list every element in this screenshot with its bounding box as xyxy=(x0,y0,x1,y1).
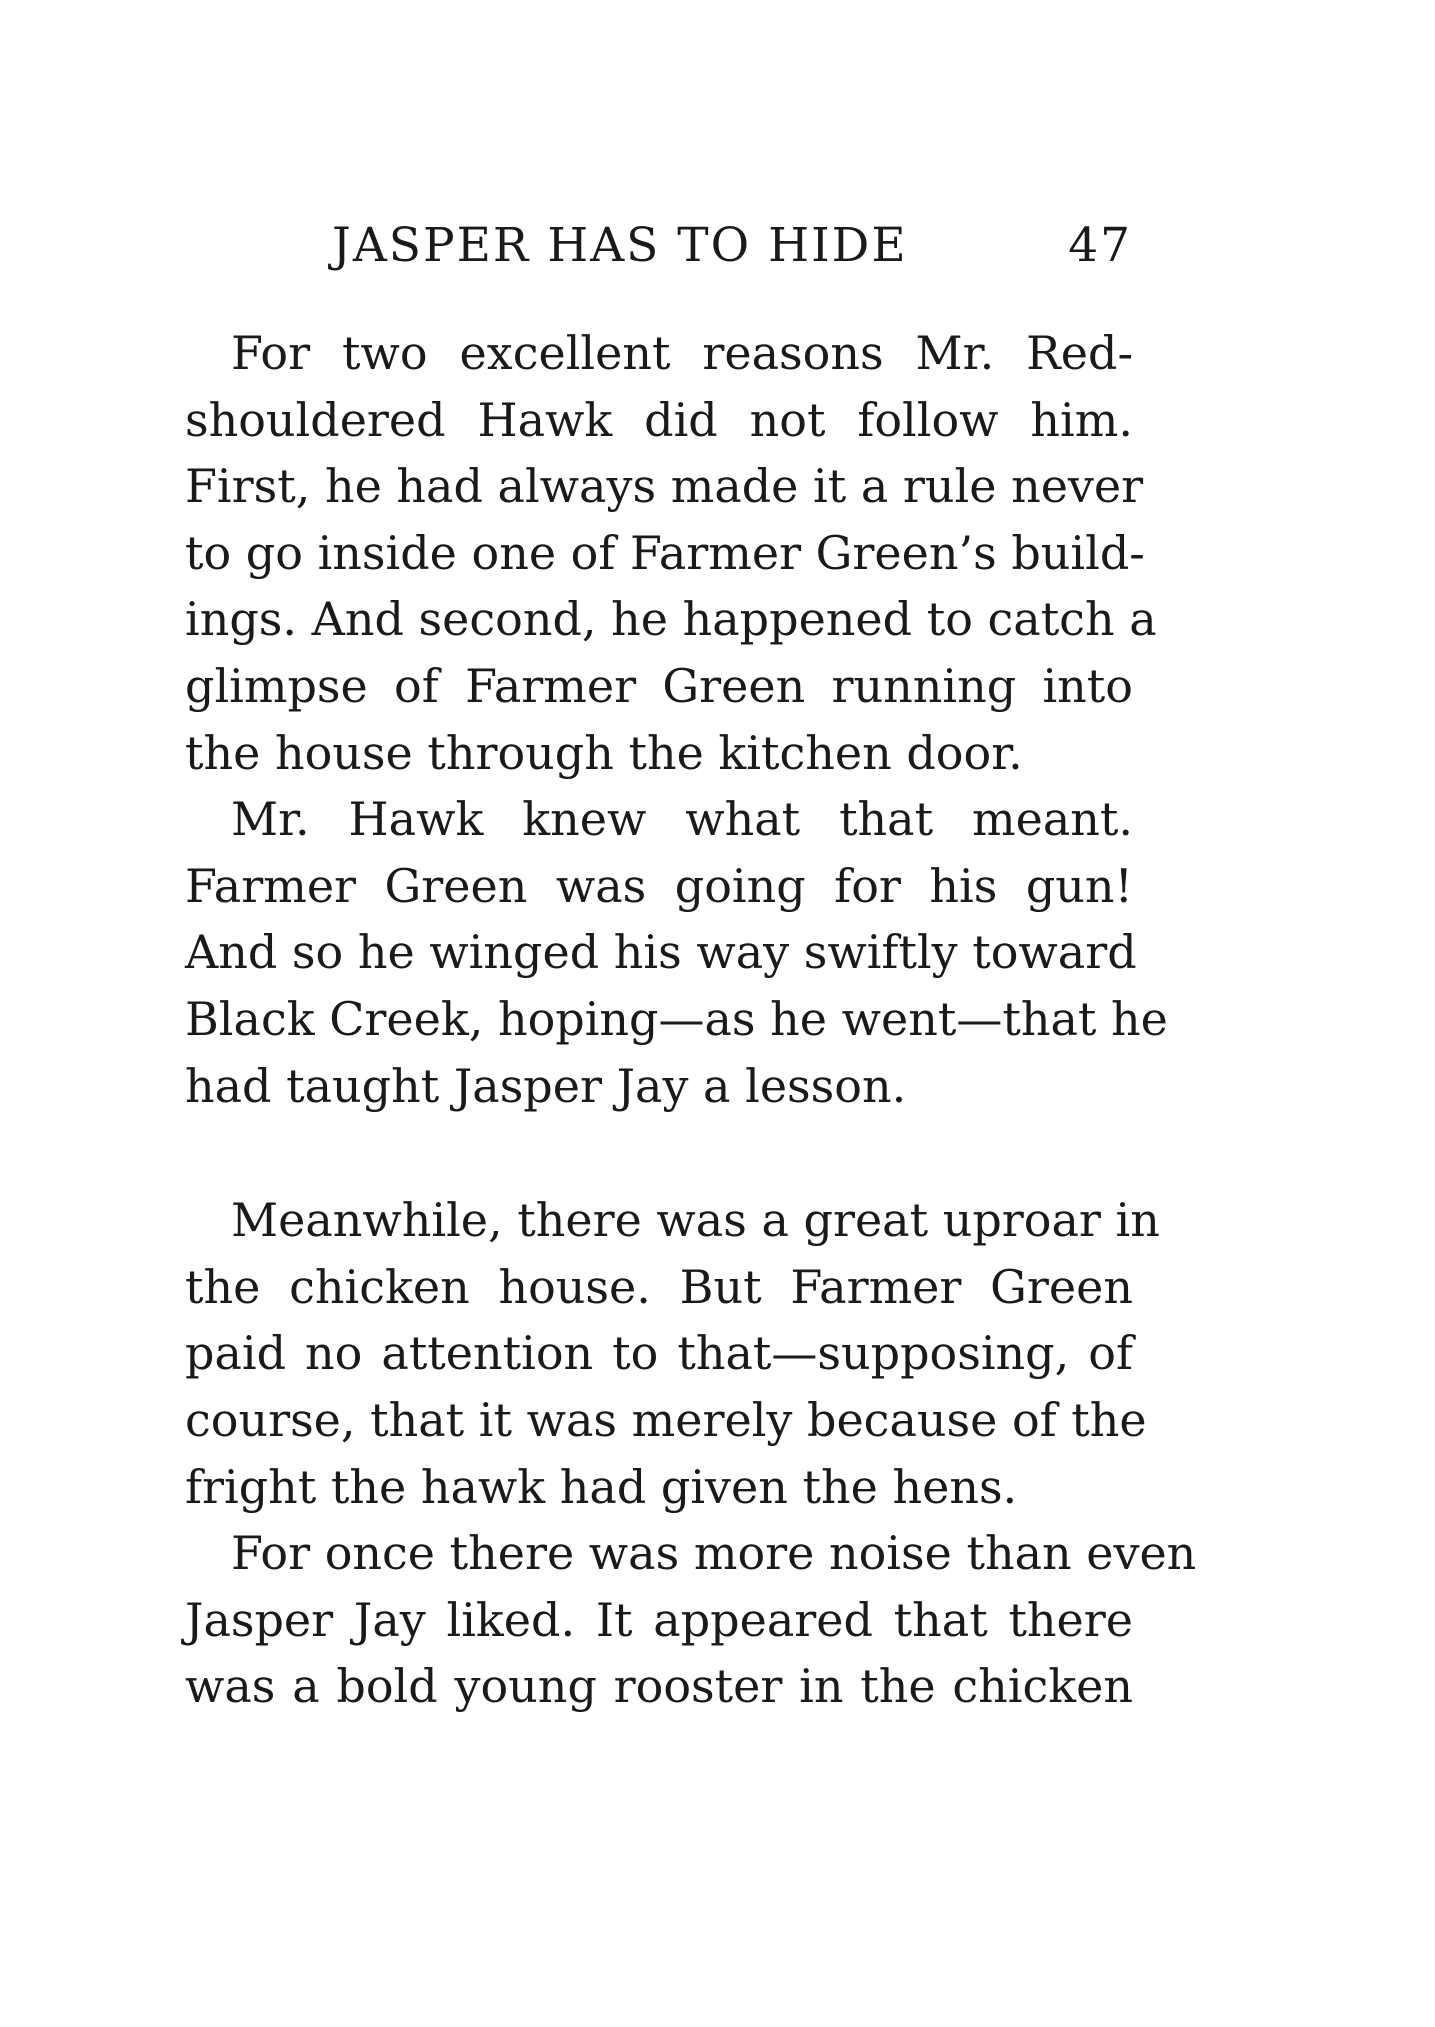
text-line: fright the hawk had given the hens. xyxy=(185,1459,1018,1514)
text-line: was a bold young rooster in the chicken xyxy=(185,1659,1133,1714)
text-line: had taught Jasper Jay a lesson. xyxy=(185,1058,907,1113)
text-line: And so he winged his way swiftly toward xyxy=(185,925,1137,980)
paragraph xyxy=(185,320,1157,786)
paragraph xyxy=(185,786,1168,1119)
text-line: Mr. Hawk knew what that meant. xyxy=(231,792,1133,847)
chapter-title: JASPER HAS TO HIDE xyxy=(332,218,908,273)
text-line: course, that it was merely because of the xyxy=(185,1392,1147,1447)
text-line: Jasper Jay liked. It appeared that there xyxy=(185,1592,1133,1647)
text-line: Farmer Green was going for his gun! xyxy=(185,858,1133,913)
text-line: Meanwhile, there was a great uproar in xyxy=(231,1193,1160,1248)
section-break xyxy=(185,1119,1133,1187)
text-line: paid no attention to that—supposing, of xyxy=(185,1326,1133,1381)
text-line: ings. And second, he happened to catch a xyxy=(185,592,1157,647)
running-header xyxy=(332,218,1132,288)
text-line: Black Creek, hoping—as he went—that he xyxy=(185,991,1168,1046)
page-body xyxy=(185,320,1197,1720)
text-line: the chicken house. But Farmer Green xyxy=(185,1259,1133,1314)
paragraph xyxy=(185,1187,1160,1520)
text-line: For two excellent reasons Mr. Red- xyxy=(231,326,1133,380)
text-line: For once there was more noise than even xyxy=(231,1526,1197,1581)
text-line: First, he had always made it a rule never xyxy=(185,459,1144,514)
page-number: 47 xyxy=(1068,218,1132,273)
text-line: to go inside one of Farmer Green’s build- xyxy=(185,525,1145,580)
text-line: glimpse of Farmer Green running into xyxy=(185,658,1133,713)
text-line: the house through the kitchen door. xyxy=(185,725,1023,780)
paragraph xyxy=(185,1520,1197,1720)
text-line: shouldered Hawk did not follow him. xyxy=(185,392,1133,447)
